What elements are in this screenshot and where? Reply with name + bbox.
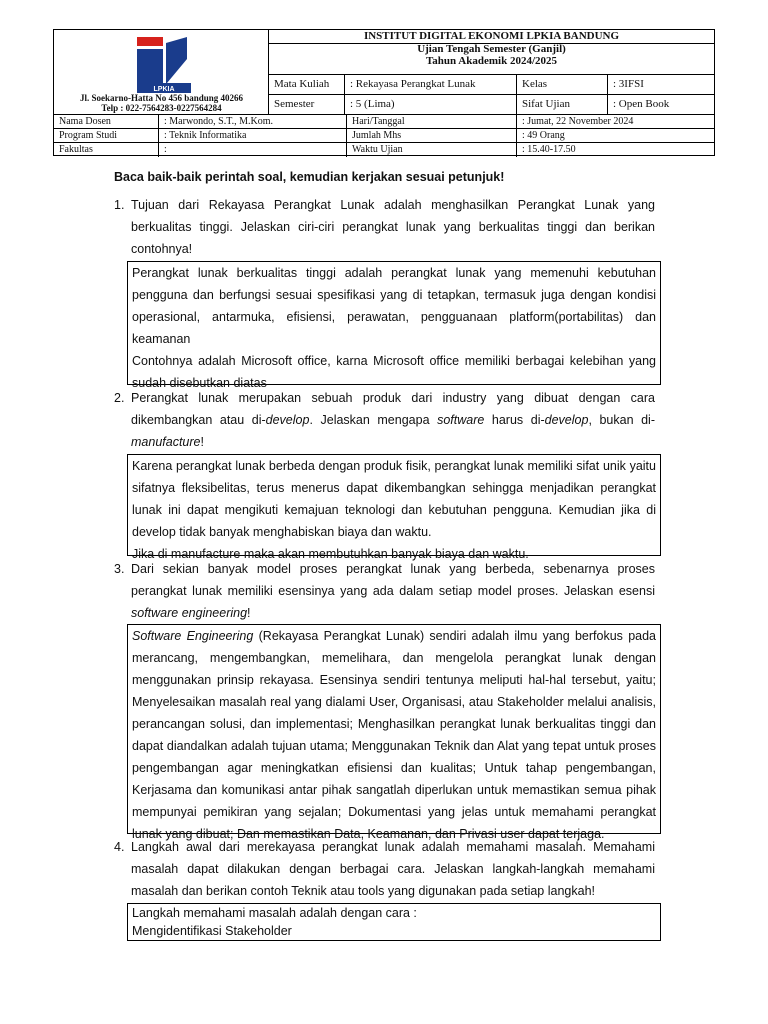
q2-text: harus di- (484, 413, 545, 427)
waktu-label: Waktu Ujian (346, 143, 516, 157)
course-row (269, 74, 714, 95)
exam-header (53, 29, 715, 156)
q2-text: Perangkat lunak merupakan sebuah produk dari industry yang dibuat dengan cara dikembangkan atau di- (131, 391, 655, 427)
q2-italic: develop (544, 413, 589, 427)
institution-name: INSTITUT DIGITAL EKONOMI LPKIA BANDUNG (269, 30, 714, 44)
prodi-label: Program Studi (59, 130, 118, 141)
hari-label: Hari/Tanggal (346, 115, 516, 129)
answer-4-box (127, 903, 661, 941)
mata-kuliah-value: : Rekayasa Perangkat Lunak (344, 75, 516, 95)
answer-3-text: (Rekayasa Perangkat Lunak) sendiri adalah ilmu yang berfokus pada merancang, mengembangkan, memelihara, dan mengelola perangkat lunak dengan menggunakan prinsip rekayasa. Esensinya sendiri tentunya meliputi hal-hal tersebut, yaitu; Menyelesaikan masalah real yang dialami User, Organisasi, atau Stakeholder melalui analisis, perancangan solusi, dan implementasi; Menghasilkan perangkat lunak berkualitas tinggi dan dapat diandalkan adalah tujuan utama; Menggunakan Teknik dan Alat yang tepat untuk proses pengembangan agar meningkatkan efisiensi dan kualitas; Untuk tahap pengembangan, Kerjasama dan komunikasi antar pihak sangatlah diperlukan untuk memastikan semua pihak mempunyai pemikiran yang sejalan; Dokumentasi yang jelas untuk memahami perangkat lunak yang dibuat; Dan memastikan Data, Keamanan, dan Privasi user dapat terjaga. (132, 629, 656, 841)
answer-1-paragraph: Contohnya adalah Microsoft office, karna Microsoft office memiliki berbagai kelebihan yang sudah disebutkan diatas (132, 354, 656, 390)
address-line: Jl. Soekarno-Hatta No 456 bandung 40266 (79, 93, 244, 103)
q2-italic: software (437, 413, 485, 427)
answer-2-box (127, 454, 661, 561)
waktu-value: : 15.40-17.50 (516, 143, 714, 157)
q2-text: . Jelaskan mengapa (309, 413, 438, 427)
fakultas-label: Fakultas (59, 144, 93, 155)
question-4-number: 4. (114, 840, 125, 854)
fakultas-value: : (158, 143, 346, 157)
semester-row (269, 94, 714, 115)
q3-italic: software engineering (131, 606, 248, 620)
instruction: Baca baik-baik perintah soal, kemudian kerjakan sesuai petunjuk! (114, 170, 505, 184)
dosen-label: Nama Dosen (59, 116, 111, 127)
answer-2-paragraph: Karena perangkat lunak berbeda dengan produk fisik, perangkat lunak memiliki sifat unik yaitu sifatnya fleksibelitas, terus menerus dapat dikembangkan sehingga menjadikan perangkat lunak ini dapat mengikuti kemajuan teknologi dan kebutuhan pengguna. Kemudian jika di develop tidak banyak menghabiskan biaya dan waktu. (132, 459, 656, 539)
question-2-number: 2. (114, 391, 125, 405)
sifat-ujian-value: : Open Book (607, 95, 714, 115)
sifat-ujian-label: Sifat Ujian (516, 95, 607, 115)
header-right (269, 30, 714, 114)
exam-title-block (269, 43, 714, 67)
semester-value: : 5 (Lima) (344, 95, 516, 115)
q2-italic: manufacture (131, 435, 201, 449)
answer-3-paragraph (132, 625, 656, 845)
semester-label: Semester (274, 98, 315, 110)
hari-value: : Jumat, 22 November 2024 (516, 115, 714, 129)
exam-info-table (54, 114, 714, 155)
logo-area (54, 30, 269, 114)
answer-4-paragraph: Langkah memahami masalah adalah dengan cara : (132, 906, 417, 920)
question-2-text (131, 387, 655, 453)
q3-text: Dari sekian banyak model proses perangkat lunak yang berbeda, sebenarnya proses perangkat lunak memiliki esensinya yang ada dalam setiap model proses. Jelaskan esensi (131, 562, 655, 598)
q2-text: ! (200, 435, 204, 449)
exam-title: Ujian Tengah Semester (Ganjil) (417, 43, 566, 55)
question-3-text (131, 558, 655, 624)
info-row-fakultas (54, 142, 714, 157)
kelas-label: Kelas (516, 75, 607, 95)
svg-text:LPKIA: LPKIA (153, 86, 175, 93)
info-row-prodi (54, 128, 714, 143)
info-row-dosen (54, 114, 714, 129)
kelas-value: : 3IFSI (607, 75, 714, 95)
answer-1-box (127, 261, 661, 390)
answer-1-paragraph: Perangkat lunak berkualitas tinggi adalah perangkat lunak yang memenuhi kebutuhan pengguna dan berfungsi sesuai spesifikasi yang di tetapkan, termasuk juga dengan kondisi operasional, antarmuka, efisiensi, perawatan, pengguanaan platform(portabilitas) dan keamanan (132, 266, 656, 346)
prodi-value: : Teknik Informatika (158, 129, 346, 143)
lpkia-logo (137, 37, 191, 93)
dosen-value: : Marwondo, S.T., M.Kom. (158, 115, 346, 129)
q3-text: ! (247, 606, 251, 620)
mata-kuliah-label: Mata Kuliah (274, 78, 330, 90)
academic-year: Tahun Akademik 2024/2025 (425, 55, 558, 67)
phone-line: Telp : 022-7564283-0227564284 (101, 103, 222, 113)
answer-3-box (127, 624, 661, 841)
answer-4-paragraph: Mengidentifikasi Stakeholder (132, 924, 292, 938)
jumlah-label: Jumlah Mhs (346, 129, 516, 143)
question-1-number: 1. (114, 198, 125, 212)
q2-italic: develop (265, 413, 310, 427)
q2-text: , bukan di- (588, 413, 655, 427)
answer-3-italic: Software Engineering (132, 629, 254, 643)
question-1-text: Tujuan dari Rekayasa Perangkat Lunak adalah menghasilkan Perangkat Lunak yang berkualitas tinggi. Jelaskan ciri-ciri perangkat lunak yang berkualitas tinggi dan berikan contohnya! (131, 198, 655, 256)
answer-2-paragraph: Jika di manufacture maka akan membutuhkan banyak biaya dan waktu. (132, 547, 529, 561)
question-3-number: 3. (114, 562, 125, 576)
jumlah-value: : 49 Orang (516, 129, 714, 143)
question-4-text: Langkah awal dari merekayasa perangkat lunak adalah memahami masalah. Memahami masalah dapat dilakukan dengan berbagai cara. Jelaskan langkah-langkah memahami masalah dan berikan contoh Teknik atau tools yang digunakan pada setiap langkah! (131, 840, 655, 898)
